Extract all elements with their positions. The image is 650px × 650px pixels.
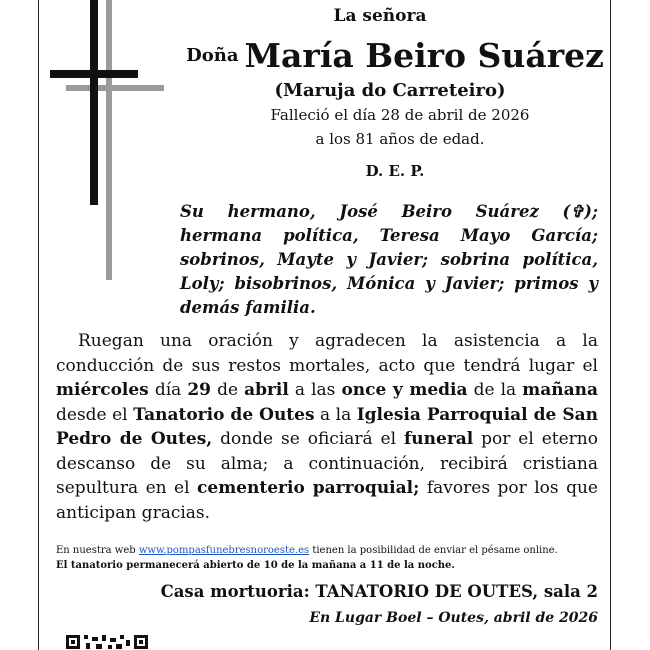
- hours-note: El tanatorio permanecerá abierto de 10 de la mañana a 11 de la noche.: [56, 560, 455, 571]
- family-block: [180, 200, 598, 320]
- web-note: En nuestra web www.pompasfunebresnoroeste.es tienen la posibilidad de enviar el pésame online.: [56, 545, 558, 556]
- place-date: En Lugar Boel – Outes, abril de 2026: [309, 610, 598, 626]
- age-line: a los 81 años de edad.: [315, 130, 485, 148]
- announcement-line: desde el Tanatorio de Outes a la Iglesia Parroquial de San: [56, 404, 598, 425]
- cross-gray-horizontal: [66, 85, 164, 91]
- announcement-line: miércoles día 29 de abril a las once y media de la mañana: [56, 380, 598, 400]
- announcement-line: sepultura en el cementerio parroquial; favores por los que: [56, 478, 598, 498]
- family-line: hermana política, Teresa Mayo García;: [180, 226, 598, 245]
- announcement-line: Pedro de Outes, donde se oficiará el funeral por el eterno: [56, 429, 598, 449]
- casa-mortuoria: Casa mortuoria: TANATORIO DE OUTES, sala 2: [160, 582, 598, 601]
- nickname: (Maruja do Carreteiro): [274, 80, 506, 101]
- deceased-name: María Beiro Suárez: [244, 36, 604, 75]
- cross-black-horizontal: [50, 70, 138, 78]
- la-senora-label: La señora: [333, 6, 427, 26]
- website-link[interactable]: www.pompasfunebresnoroeste.es: [138, 545, 310, 556]
- announcement-line: descanso de su alma; a continuación, recibirá cristiana: [56, 453, 598, 474]
- dona-title: Doña: [186, 45, 239, 66]
- family-line: sobrinos, Mayte y Javier; sobrina política,: [180, 250, 598, 269]
- announcement-line: anticipan gracias.: [56, 502, 211, 523]
- announcement-block: [56, 329, 598, 525]
- cross-black-vertical: [90, 0, 98, 205]
- cross-gray-vertical: [106, 0, 112, 280]
- family-line: demás familia.: [180, 298, 316, 317]
- family-line: Su hermano, José Beiro Suárez (✞);: [180, 202, 598, 221]
- death-date: Falleció el día 28 de abril de 2026: [270, 106, 530, 124]
- dep-line: D. E. P.: [365, 162, 425, 180]
- announcement-line: conducción de sus restos mortales, acto que tendrá lugar el: [56, 355, 598, 376]
- deceased-name-line: [185, 36, 605, 75]
- family-line: Loly; bisobrinos, Mónica y Javier; primos y: [180, 274, 598, 293]
- announcement-line: Ruegan una oración y agradecen la asistencia a la: [78, 331, 598, 351]
- qr-code-icon: [66, 635, 148, 650]
